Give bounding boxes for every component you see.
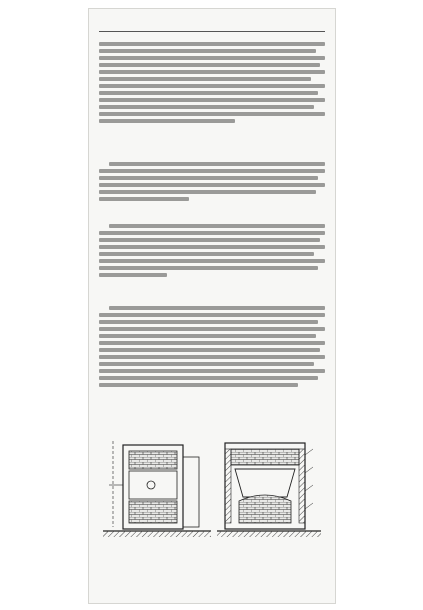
paragraph-2-lines <box>99 162 325 201</box>
figure <box>99 427 325 545</box>
paragraph-1 <box>99 39 325 126</box>
drawing-b <box>217 443 321 537</box>
paragraph-4 <box>99 303 325 390</box>
paragraph-4-lines <box>99 306 325 387</box>
paragraph-3-lines <box>99 224 325 277</box>
drawing-a <box>103 441 211 537</box>
figure-drawings <box>99 427 325 545</box>
paragraph-1-lines <box>99 42 325 123</box>
paragraph-3 <box>99 221 325 280</box>
book-page <box>88 8 336 604</box>
paragraph-2 <box>99 159 325 204</box>
page-header <box>99 17 325 32</box>
